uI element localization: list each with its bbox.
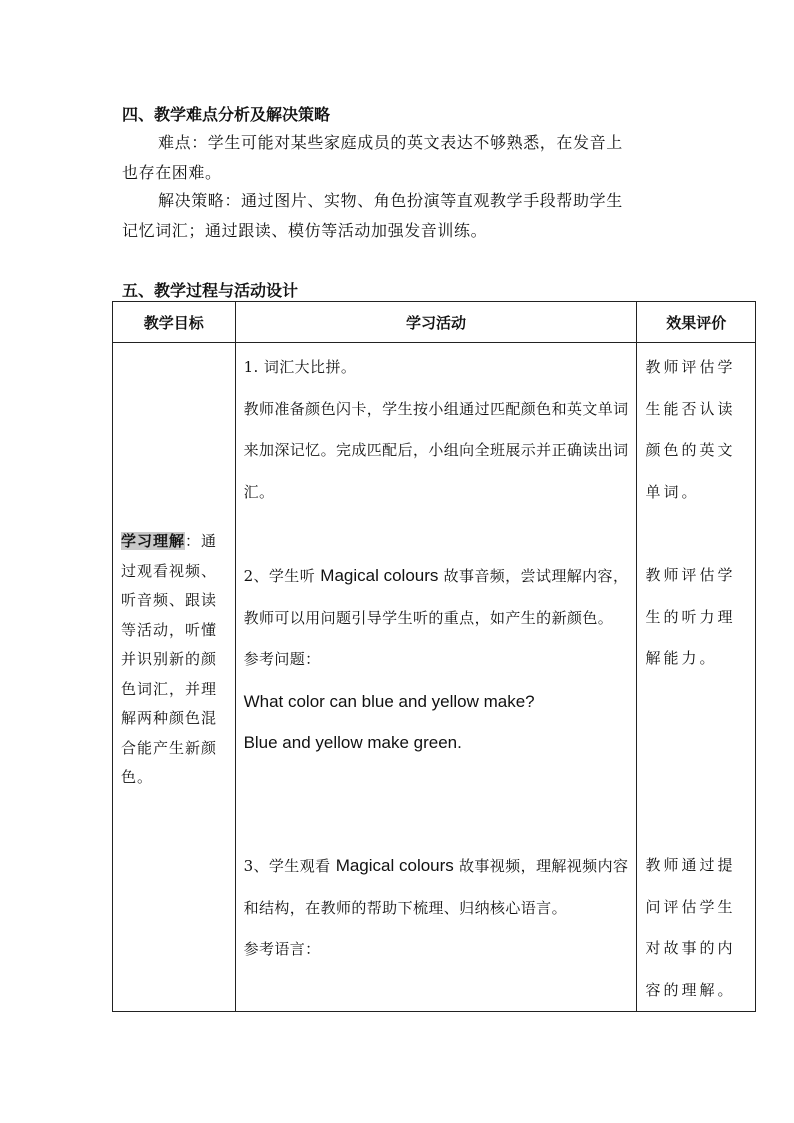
evaluation-3: 教师通过提问评估学生对故事的内容的理解。 — [645, 856, 736, 999]
goal-highlight: 学习理解 — [121, 532, 186, 550]
header-goal: 教学目标 — [113, 302, 236, 343]
activity-2-title-en: Magical colours — [320, 566, 439, 585]
strategy-line1: 解决策略：通过图片、实物、角色扮演等直观教学手段帮助学生 — [158, 191, 623, 210]
activity-cell — [235, 343, 637, 1012]
table-row — [113, 343, 756, 1012]
difficulty-paragraph — [122, 128, 682, 188]
evaluation-1: 教师评估学生能否认读颜色的英文单词。 — [645, 358, 736, 501]
goal-rest: ：通过观看视频、听音频、跟读等活动，听懂并识别新的颜色词汇，并理解两种颜色混合能产生新颜色。 — [121, 532, 218, 786]
lesson-plan-table — [112, 301, 756, 1012]
evaluation-2: 教师评估学生的听力理解能力。 — [645, 566, 736, 667]
activity-1 — [244, 347, 632, 513]
section5-heading: 五、教学过程与活动设计 — [122, 281, 299, 300]
header-evaluation: 效果评价 — [637, 302, 756, 343]
activity-2-question: What color can blue and yellow make? — [243, 691, 535, 711]
activity-3-ref-label: 参考语言： — [243, 940, 321, 958]
difficulty-line2: 也存在困难。 — [122, 163, 222, 182]
activity-3-body — [244, 845, 632, 929]
difficulty-line1: 难点：学生可能对某些家庭成员的英文表达不够熟悉，在发音上 — [158, 133, 623, 152]
strategy-line2: 记忆词汇；通过跟读、模仿等活动加强发音训练。 — [122, 221, 488, 240]
activity-3-prefix: 3、学生观看 — [243, 857, 336, 875]
activity-2-answer: Blue and yellow make green. — [243, 733, 462, 752]
activity-2-body — [244, 555, 632, 639]
activity-1-body: 教师准备颜色闪卡，学生按小组通过匹配颜色和英文单词来加深记忆。完成匹配后，小组向全班展示并正确读出词汇。 — [243, 399, 629, 501]
strategy-paragraph — [122, 186, 682, 246]
activity-3-suffix: 故事视频，理解视频内容和结构，在教师的帮助下梳理、归纳核心语言。 — [243, 857, 629, 917]
activity-3-title-en: Magical colours — [335, 856, 454, 875]
evaluation-cell — [637, 343, 756, 1012]
activity-2-prefix: 2、学生听 — [243, 567, 321, 585]
activity-2 — [244, 555, 632, 764]
goal-cell — [113, 343, 236, 1012]
table-header-row — [113, 302, 756, 343]
activity-2-suffix: 故事音频，尝试理解内容，教师可以用问题引导学生听的重点，如产生的新颜色。 — [243, 567, 629, 627]
goal-text — [121, 527, 231, 793]
activity-1-title: 1. 词汇大比拼。 — [243, 358, 357, 376]
activity-2-ref-label: 参考问题： — [243, 650, 321, 668]
section4-heading: 四、教学难点分析及解决策略 — [122, 105, 331, 124]
header-activity: 学习活动 — [235, 302, 637, 343]
activity-3 — [244, 845, 632, 971]
